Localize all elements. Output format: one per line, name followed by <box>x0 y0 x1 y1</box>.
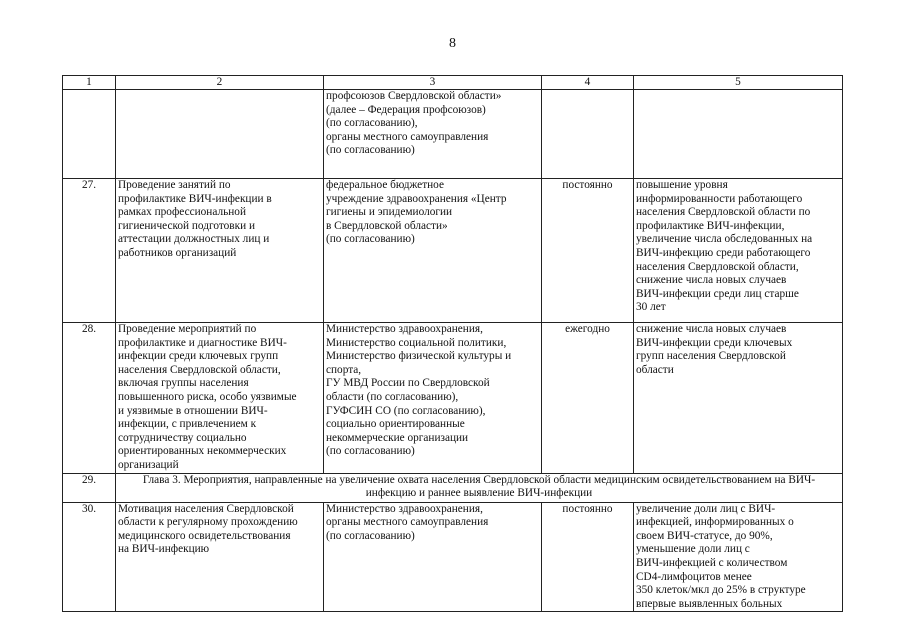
term-cell <box>542 90 634 179</box>
measure-cell: Проведение мероприятий по профилактике и диагностике ВИЧ- инфекции среди ключевых групп населения Свердловской области, включая группы населения повышенного риска, особо уязвимые и уязвимые в отношении ВИЧ- инфекции, с привлечением к сотрудничеству социально ориентированных некоммерческих организаций <box>116 323 324 474</box>
executors-cell: федеральное бюджетное учреждение здравоохранения «Центр гигиены и эпидемиологии в Свердловской области» (по согласованию) <box>324 179 542 323</box>
term-cell: постоянно <box>542 179 634 323</box>
row-number: 28. <box>63 323 116 474</box>
table-row <box>63 179 843 323</box>
result-cell: увеличение доли лиц с ВИЧ- инфекцией, информированных о своем ВИЧ-статусе, до 90%, уменьшение доли лиц с ВИЧ-инфекцией с количеством CD4-лимфоцитов менее 350 клеток/мкл до 25% в структуре впервые выявленных больных <box>634 502 843 612</box>
measure-cell: Мотивация населения Свердловской области к регулярному прохождению медицинского освидетельствования на ВИЧ-инфекцию <box>116 502 324 612</box>
result-cell <box>634 90 843 179</box>
column-number: 3 <box>324 76 542 90</box>
column-number: 4 <box>542 76 634 90</box>
column-number: 1 <box>63 76 116 90</box>
table-row <box>63 323 843 474</box>
table-row <box>63 502 843 612</box>
chapter-heading: Глава 3. Мероприятия, направленные на увеличение охвата населения Свердловской области медицинским освидетельствованием на ВИЧ-инфекцию и раннее выявление ВИЧ-инфекции <box>116 473 843 502</box>
column-number: 2 <box>116 76 324 90</box>
result-cell: снижение числа новых случаев ВИЧ-инфекции среди ключевых групп населения Свердловской области <box>634 323 843 474</box>
executors-cell: Министерство здравоохранения, Министерство социальной политики, Министерство физической культуры и спорта, ГУ МВД России по Свердловской области (по согласованию), ГУФСИН СО (по согласованию), социально ориентированные некоммерческие организации (по согласованию) <box>324 323 542 474</box>
result-cell: повышение уровня информированности работающего населения Свердловской области по профилактике ВИЧ-инфекции, увеличение числа обследованных на ВИЧ-инфекцию среди работающего населения Свердловской области, снижение числа новых случаев ВИЧ-инфекции среди лиц старше 30 лет <box>634 179 843 323</box>
table-row <box>63 90 843 179</box>
row-number <box>63 90 116 179</box>
executors-cell: Министерство здравоохранения, органы местного самоуправления (по согласованию) <box>324 502 542 612</box>
term-cell: постоянно <box>542 502 634 612</box>
measures-table <box>62 75 843 612</box>
row-number: 27. <box>63 179 116 323</box>
column-number-row <box>63 76 843 90</box>
row-number: 29. <box>63 473 116 502</box>
page-number: 8 <box>449 36 456 51</box>
executors-cell: профсоюзов Свердловской области» (далее – Федерация профсоюзов) (по согласованию), органы местного самоуправления (по согласованию) <box>324 90 542 179</box>
row-number: 30. <box>63 502 116 612</box>
measure-cell: Проведение занятий по профилактике ВИЧ-инфекции в рамках профессиональной гигиенической подготовки и аттестации должностных лиц и работников организаций <box>116 179 324 323</box>
measure-cell <box>116 90 324 179</box>
column-number: 5 <box>634 76 843 90</box>
term-cell: ежегодно <box>542 323 634 474</box>
chapter-row <box>63 473 843 502</box>
